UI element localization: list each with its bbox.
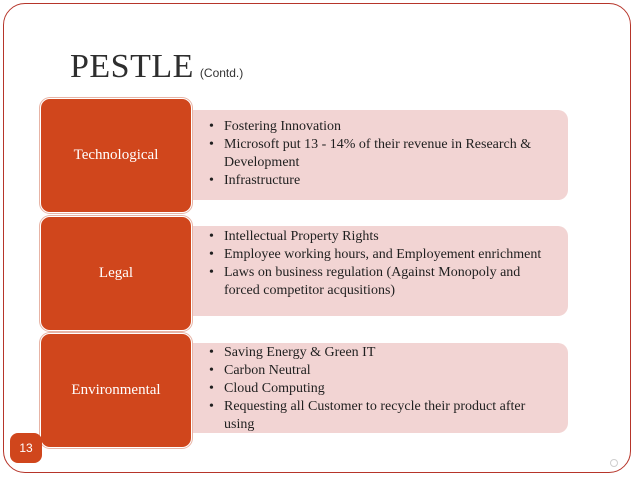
list-item: • Fostering Innovation [209,118,539,136]
technological-list [209,118,539,190]
list-item: • Infrastructure [209,172,539,190]
list-item: • Requesting all Customer to recycle their product after using [209,398,549,434]
list-item: • Microsoft put 13 - 14% of their revenue in Research & Development [209,136,539,172]
title-main: PESTLE [70,48,194,85]
legal-label: Legal [98,265,134,281]
slide-title [70,48,243,86]
list-item: • Laws on business regulation (Against Monopoly and forced competitor acqusitions) [209,264,549,300]
environmental-label-box [40,333,192,448]
title-sub: (Contd.) [199,66,244,80]
list-item: • Cloud Computing [209,380,549,398]
technological-label: Technological [73,147,159,163]
page-number-badge [10,433,42,463]
list-item: • Saving Energy & Green IT [209,344,549,362]
list-item: • Employee working hours, and Employement enrichment [209,246,549,264]
legal-label-box [40,216,192,331]
environmental-label: Environmental [71,382,161,398]
corner-dot-icon [610,459,618,467]
technological-label-box [40,98,192,213]
environmental-list [209,344,549,434]
page-number: 13 [19,441,33,455]
list-item: • Intellectual Property Rights [209,228,549,246]
legal-list [209,228,549,300]
list-item: • Carbon Neutral [209,362,549,380]
